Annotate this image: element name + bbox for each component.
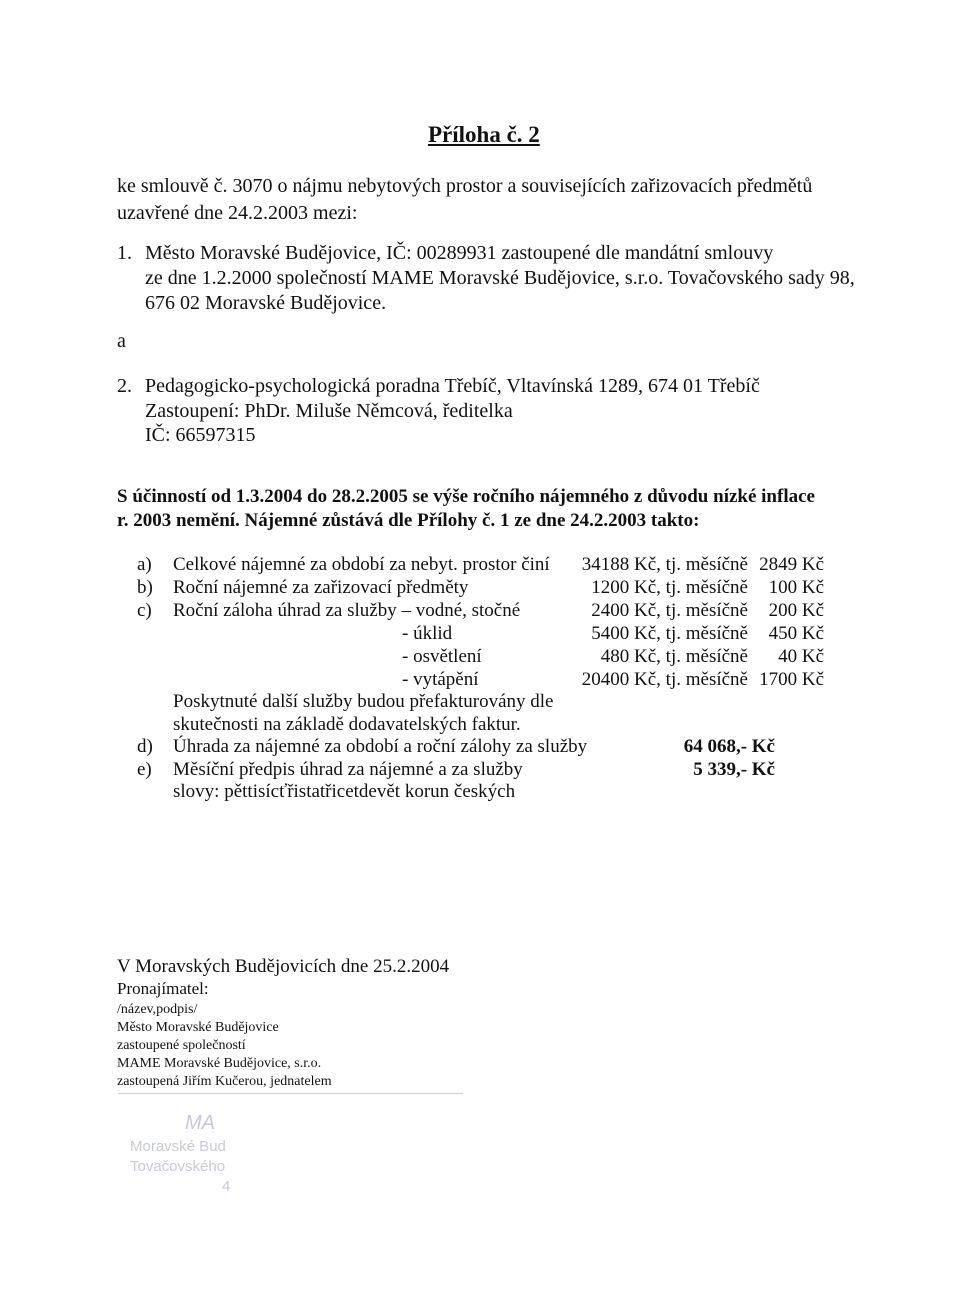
item-monthly: 450 Kč [768,623,824,644]
signature-line-2: Město Moravské Budějovice [117,1020,279,1035]
party-2-line-1: Pedagogicko-psychologická poradna Třebíč, Vltavínská 1289, 674 01 Třebíč [145,375,760,397]
intro-line-1: ke smlouvě č. 3070 o nájmu nebytových prostor a souvisejících zařizovacích předmětů [117,175,813,197]
stamp-line-1: MA [185,1112,215,1134]
notice-line-1: S účinností od 1.3.2004 do 28.2.2005 se výše ročního nájemného z důvodu nízké inflace [117,486,815,507]
amount-in-words: slovy: pěttisícťřistatřicetdevět korun českých [173,781,516,802]
item-monthly: 100 Kč [768,577,824,598]
notice-line-2: r. 2003 nemění. Nájemné zůstává dle Přílohy č. 1 ze dne 24.2.2003 takto: [117,510,700,531]
item-annual: 2400 Kč, tj. měsíčně [591,600,748,621]
party-2-line-2: Zastoupení: PhDr. Miluše Němcová, ředitelka [145,400,513,422]
signature-line-5: zastoupená Jiřím Kučerou, jednatelem [117,1074,332,1089]
services-note-line-1: Poskytnuté další služby budou přefakturovány dle [173,691,554,712]
total-e-label: e) [137,759,152,780]
stamp-line-2: Moravské Bud [130,1138,226,1155]
item-annual: 5400 Kč, tj. měsíčně [591,623,748,644]
item-label: b) [137,577,153,598]
party-1-line-1: Město Moravské Budějovice, IČ: 00289931 zastoupené dle mandátní smlouvy [145,242,774,264]
party-1-number: 1. [117,242,132,264]
signature-role: Pronajímatel: [117,979,209,998]
total-d-label: d) [137,736,153,757]
signature-underline [118,1093,463,1094]
services-note-line-2: skutečnosti na základě dodavatelských faktur. [173,714,521,735]
party-1-line-3: 676 02 Moravské Budějovice. [145,292,387,314]
party-1-line-2: ze dne 1.2.2000 společností MAME Moravské Budějovice, s.r.o. Tovačovského sady 98, [145,267,855,289]
item-desc: - vytápění [402,669,479,690]
and-word: a [117,330,126,352]
signature-line-4: MAME Moravské Budějovice, s.r.o. [117,1056,322,1071]
item-desc: Celkové nájemné za období za nebyt. prostor činí [173,554,550,575]
signature-place-date: V Moravských Budějovicích dne 25.2.2004 [117,956,450,977]
item-annual: 1200 Kč, tj. měsíčně [591,577,748,598]
signature-line-1: /název,podpis/ [117,1002,198,1017]
total-e-value: 5 339,- Kč [693,759,775,780]
party-2-line-3: IČ: 66597315 [145,424,256,446]
party-2-number: 2. [117,375,132,397]
item-desc: Roční nájemné za zařizovací předměty [173,577,469,598]
intro-line-2: uzavřené dne 24.2.2003 mezi: [117,202,358,224]
item-monthly: 200 Kč [768,600,824,621]
signature-line-3: zastoupené společností [117,1038,246,1053]
total-d-value: 64 068,- Kč [683,736,775,757]
item-monthly: 40 Kč [778,646,824,667]
item-annual: 34188 Kč, tj. měsíčně [581,554,748,575]
item-annual: 480 Kč, tj. měsíčně [600,646,748,667]
total-d-desc: Úhrada za nájemné za období a roční zálohy za služby [173,736,588,757]
item-desc: - úklid [402,623,453,644]
item-monthly: 1700 Kč [759,669,824,690]
total-e-desc: Měsíční předpis úhrad za nájemné a za služby [173,759,523,780]
item-label: a) [137,554,152,575]
stamp-line-3: Tovačovského [130,1158,226,1175]
item-monthly: 2849 Kč [759,554,824,575]
item-desc: - osvětlení [402,646,482,667]
page-title: Příloha č. 2 [428,122,540,147]
stamp-line-4: 4 [222,1178,231,1195]
item-annual: 20400 Kč, tj. měsíčně [581,669,748,690]
item-label: c) [137,600,152,621]
item-desc: Roční záloha úhrad za služby – vodné, stočné [173,600,521,621]
